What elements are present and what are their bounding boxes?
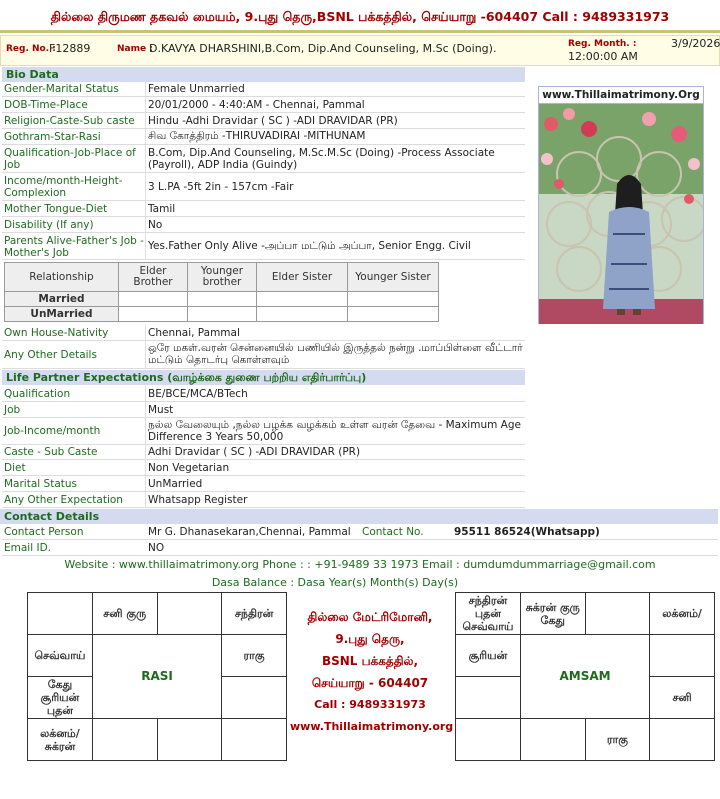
reg-month-label: Reg. Month. : bbox=[568, 39, 637, 49]
amsam-cell bbox=[456, 719, 521, 761]
rasi-cell: ராகு bbox=[222, 635, 287, 677]
amsam-cell: சுக்ரன் குரு கேது bbox=[520, 593, 585, 635]
amsam-cell: லக்னம்/ bbox=[650, 593, 715, 635]
partner-row bbox=[2, 492, 525, 508]
siblings-header: Elder Brother bbox=[119, 263, 188, 292]
bio-key: Religion-Caste-Sub caste bbox=[4, 115, 135, 127]
rasi-cell bbox=[157, 719, 222, 761]
amsam-cell: சந்திரன் புதன் செவ்வாய் bbox=[456, 593, 521, 635]
partner-key: Job-Income/month bbox=[4, 425, 101, 437]
photo-site-label: www.Thillaimatrimony.Org bbox=[539, 87, 703, 104]
bio-value: 20/01/2000 - 4:40:AM - Chennai, Pammal bbox=[148, 99, 365, 111]
amsam-center-label: AMSAM bbox=[520, 635, 649, 719]
siblings-cell bbox=[257, 292, 348, 307]
partner-value: Whatsapp Register bbox=[148, 494, 248, 506]
bio-key: Gender-Marital Status bbox=[4, 83, 119, 95]
siblings-cell bbox=[188, 292, 257, 307]
bio-row bbox=[2, 217, 525, 233]
partner-key: Caste - Sub Caste bbox=[4, 446, 98, 458]
rasi-cell: சந்திரன் bbox=[222, 593, 287, 635]
bio-key: Income/month-Height-Complexion bbox=[4, 175, 123, 199]
bio-value: Yes.Father Only Alive -அப்பா மட்டும் அப்பா, Senior Engg. Civil bbox=[148, 240, 471, 252]
reg-no-label: Reg. No. : bbox=[6, 44, 56, 54]
partner-key: Any Other Expectation bbox=[4, 494, 123, 506]
siblings-cell bbox=[348, 292, 439, 307]
bio-row bbox=[2, 325, 525, 341]
partner-value: Non Vegetarian bbox=[148, 462, 230, 474]
reg-date-value: 3/9/2026 bbox=[671, 37, 720, 50]
email-value: NO bbox=[148, 542, 165, 554]
siblings-cell bbox=[257, 307, 348, 322]
website-line[interactable]: Website : www.thillaimatrimony.org Phone : : +91-9489 33 1973 Email : dumdumdummarriage@gmail.com bbox=[64, 558, 656, 571]
contact-row bbox=[2, 524, 718, 540]
bio-row bbox=[2, 233, 525, 260]
bio-row bbox=[2, 82, 525, 97]
rasi-cell: லக்னம்/ சுக்ரன் bbox=[28, 719, 93, 761]
rasi-cell bbox=[222, 677, 287, 719]
bio-row bbox=[2, 201, 525, 217]
bio-key: Mother Tongue-Diet bbox=[4, 203, 108, 215]
rasi-chart bbox=[27, 592, 287, 761]
rasi-cell bbox=[157, 593, 222, 635]
siblings-header: Younger Sister bbox=[348, 263, 439, 292]
name-value: D.KAVYA DHARSHINI,B.Com, Dip.And Counseling, M.Sc (Doing). bbox=[149, 42, 497, 55]
profile-photo-image bbox=[539, 104, 703, 324]
bio-row bbox=[2, 173, 525, 201]
bio-row bbox=[2, 113, 525, 129]
bio-value: Chennai, Pammal bbox=[148, 327, 240, 339]
rasi-center-label: RASI bbox=[92, 635, 221, 719]
contact-section-title: Contact Details bbox=[0, 509, 718, 524]
rasi-cell: கேது சூரியன் புதன் bbox=[28, 677, 93, 719]
partner-key: Marital Status bbox=[4, 478, 77, 490]
bio-value: ஒரே மகள்.வரன் சென்னையில் பணியில் இருத்தல் நன்று .மாப்பிள்ளை வீட்டார் மட்டும் தொடர்பு கொள்ளவும் bbox=[148, 342, 523, 366]
partner-row bbox=[2, 402, 525, 418]
bio-key: DOB-Time-Place bbox=[4, 99, 88, 111]
center-address-line: தில்லை மேட்ரிமோனி, bbox=[307, 610, 433, 624]
header-bar bbox=[0, 0, 720, 33]
rasi-cell bbox=[92, 719, 157, 761]
bio-value: B.Com, Dip.And Counseling, M.Sc.M.Sc (Doing) -Process Associate (Payroll), ADP India (Guindy) bbox=[148, 147, 495, 171]
reg-no-value: F12889 bbox=[49, 42, 91, 55]
dasa-balance-line: Dasa Balance : Dasa Year(s) Month(s) Day(s) bbox=[211, 576, 459, 589]
bio-row bbox=[2, 341, 525, 369]
rasi-cell bbox=[28, 593, 93, 635]
siblings-row-label: Married bbox=[5, 292, 119, 307]
bio-value: Tamil bbox=[148, 203, 176, 215]
partner-row bbox=[2, 476, 525, 492]
name-label: Name : bbox=[117, 44, 153, 54]
rasi-cell: சனி குரு bbox=[92, 593, 157, 635]
amsam-cell bbox=[456, 677, 521, 719]
center-address-line: 9.புது தெரு, bbox=[335, 632, 405, 646]
bio-value: சிவ கோத்திரம் -THIRUVADIRAI -MITHUNAM bbox=[148, 130, 366, 142]
center-address-line: செய்யாறு - 604407 bbox=[311, 676, 429, 690]
contact-number-label: Contact No. bbox=[362, 526, 424, 538]
contact-person-label: Contact Person bbox=[4, 526, 84, 538]
header-title: தில்லை திருமண தகவல் மையம், 9.புது தெரு,BSNL பக்கத்தில், செய்யாறு -604407 Call : 9489331973 bbox=[50, 9, 670, 24]
siblings-header: Relationship bbox=[5, 263, 119, 292]
bio-key: Parents Alive-Father's Job - Mother's Job bbox=[4, 235, 144, 259]
bio-row bbox=[2, 97, 525, 113]
bio-key: Own House-Nativity bbox=[4, 327, 109, 339]
partner-key: Diet bbox=[4, 462, 26, 474]
email-label: Email ID. bbox=[4, 542, 51, 554]
amsam-cell: ராகு bbox=[585, 719, 650, 761]
bio-key: Any Other Details bbox=[4, 349, 97, 361]
siblings-header: Younger brother bbox=[188, 263, 257, 292]
bio-key: Qualification-Job-Place of Job bbox=[4, 147, 136, 171]
bio-row bbox=[2, 129, 525, 145]
contact-row bbox=[2, 540, 718, 556]
partner-row bbox=[2, 386, 525, 402]
siblings-table bbox=[4, 262, 439, 322]
amsam-cell: சூரியன் bbox=[456, 635, 521, 677]
partner-value: BE/BCE/MCA/BTech bbox=[148, 388, 248, 400]
center-address-block bbox=[290, 606, 454, 738]
contact-number-value[interactable]: 95511 86524(Whatsapp) bbox=[454, 526, 600, 538]
bio-value: Female Unmarried bbox=[148, 83, 245, 95]
partner-row bbox=[2, 445, 525, 460]
photo-card bbox=[538, 86, 704, 324]
partner-row bbox=[2, 418, 525, 445]
bio-section-title: Bio Data bbox=[2, 67, 525, 82]
partner-value: நல்ல வேலையும் ,நல்ல பழக்க வழக்கம் உள்ள வரன் தேவை - Maximum Age Difference 3 Years 50,000 bbox=[148, 419, 521, 443]
amsam-cell bbox=[585, 593, 650, 635]
amsam-cell bbox=[520, 719, 585, 761]
bio-value: 3 L.PA -5ft 2in - 157cm -Fair bbox=[148, 181, 294, 193]
bio-row bbox=[2, 145, 525, 173]
center-address-line: BSNL பக்கத்தில், bbox=[321, 654, 419, 668]
siblings-row-label: UnMarried bbox=[5, 307, 119, 322]
bio-key: Gothram-Star-Rasi bbox=[4, 131, 101, 143]
reg-time-value: 12:00:00 AM bbox=[568, 50, 638, 63]
amsam-cell bbox=[650, 719, 715, 761]
amsam-chart bbox=[455, 592, 715, 761]
partner-value: Adhi Dravidar ( SC ) -ADI DRAVIDAR (PR) bbox=[148, 446, 361, 458]
bio-value: No bbox=[148, 219, 163, 231]
partner-row bbox=[2, 460, 525, 476]
contact-person-value: Mr G. Dhanasekaran,Chennai, Pammal bbox=[148, 526, 351, 538]
partner-key: Job bbox=[4, 404, 21, 416]
siblings-cell bbox=[188, 307, 257, 322]
amsam-cell: சனி bbox=[650, 677, 715, 719]
center-address-line: Call : 9489331973 bbox=[314, 698, 426, 711]
center-address-line[interactable]: www.Thillaimatrimony.org bbox=[290, 720, 454, 733]
siblings-cell bbox=[119, 307, 188, 322]
siblings-header: Elder Sister bbox=[257, 263, 348, 292]
bio-key: Disability (If any) bbox=[4, 219, 94, 231]
partner-key: Qualification bbox=[4, 388, 71, 400]
bio-value: Hindu -Adhi Dravidar ( SC ) -ADI DRAVIDAR (PR) bbox=[148, 115, 398, 127]
rasi-cell bbox=[222, 719, 287, 761]
profile-photo[interactable] bbox=[539, 104, 703, 324]
rasi-cell: செவ்வாய் bbox=[28, 635, 93, 677]
partner-section-title: Life Partner Expectations (வாழ்க்கை துணை பற்றிய எதிர்பார்ப்பு) bbox=[2, 370, 525, 385]
partner-value: Must bbox=[148, 404, 174, 416]
amsam-cell bbox=[650, 635, 715, 677]
siblings-cell bbox=[119, 292, 188, 307]
registration-bar bbox=[0, 35, 720, 66]
siblings-cell bbox=[348, 307, 439, 322]
partner-value: UnMarried bbox=[148, 478, 203, 490]
